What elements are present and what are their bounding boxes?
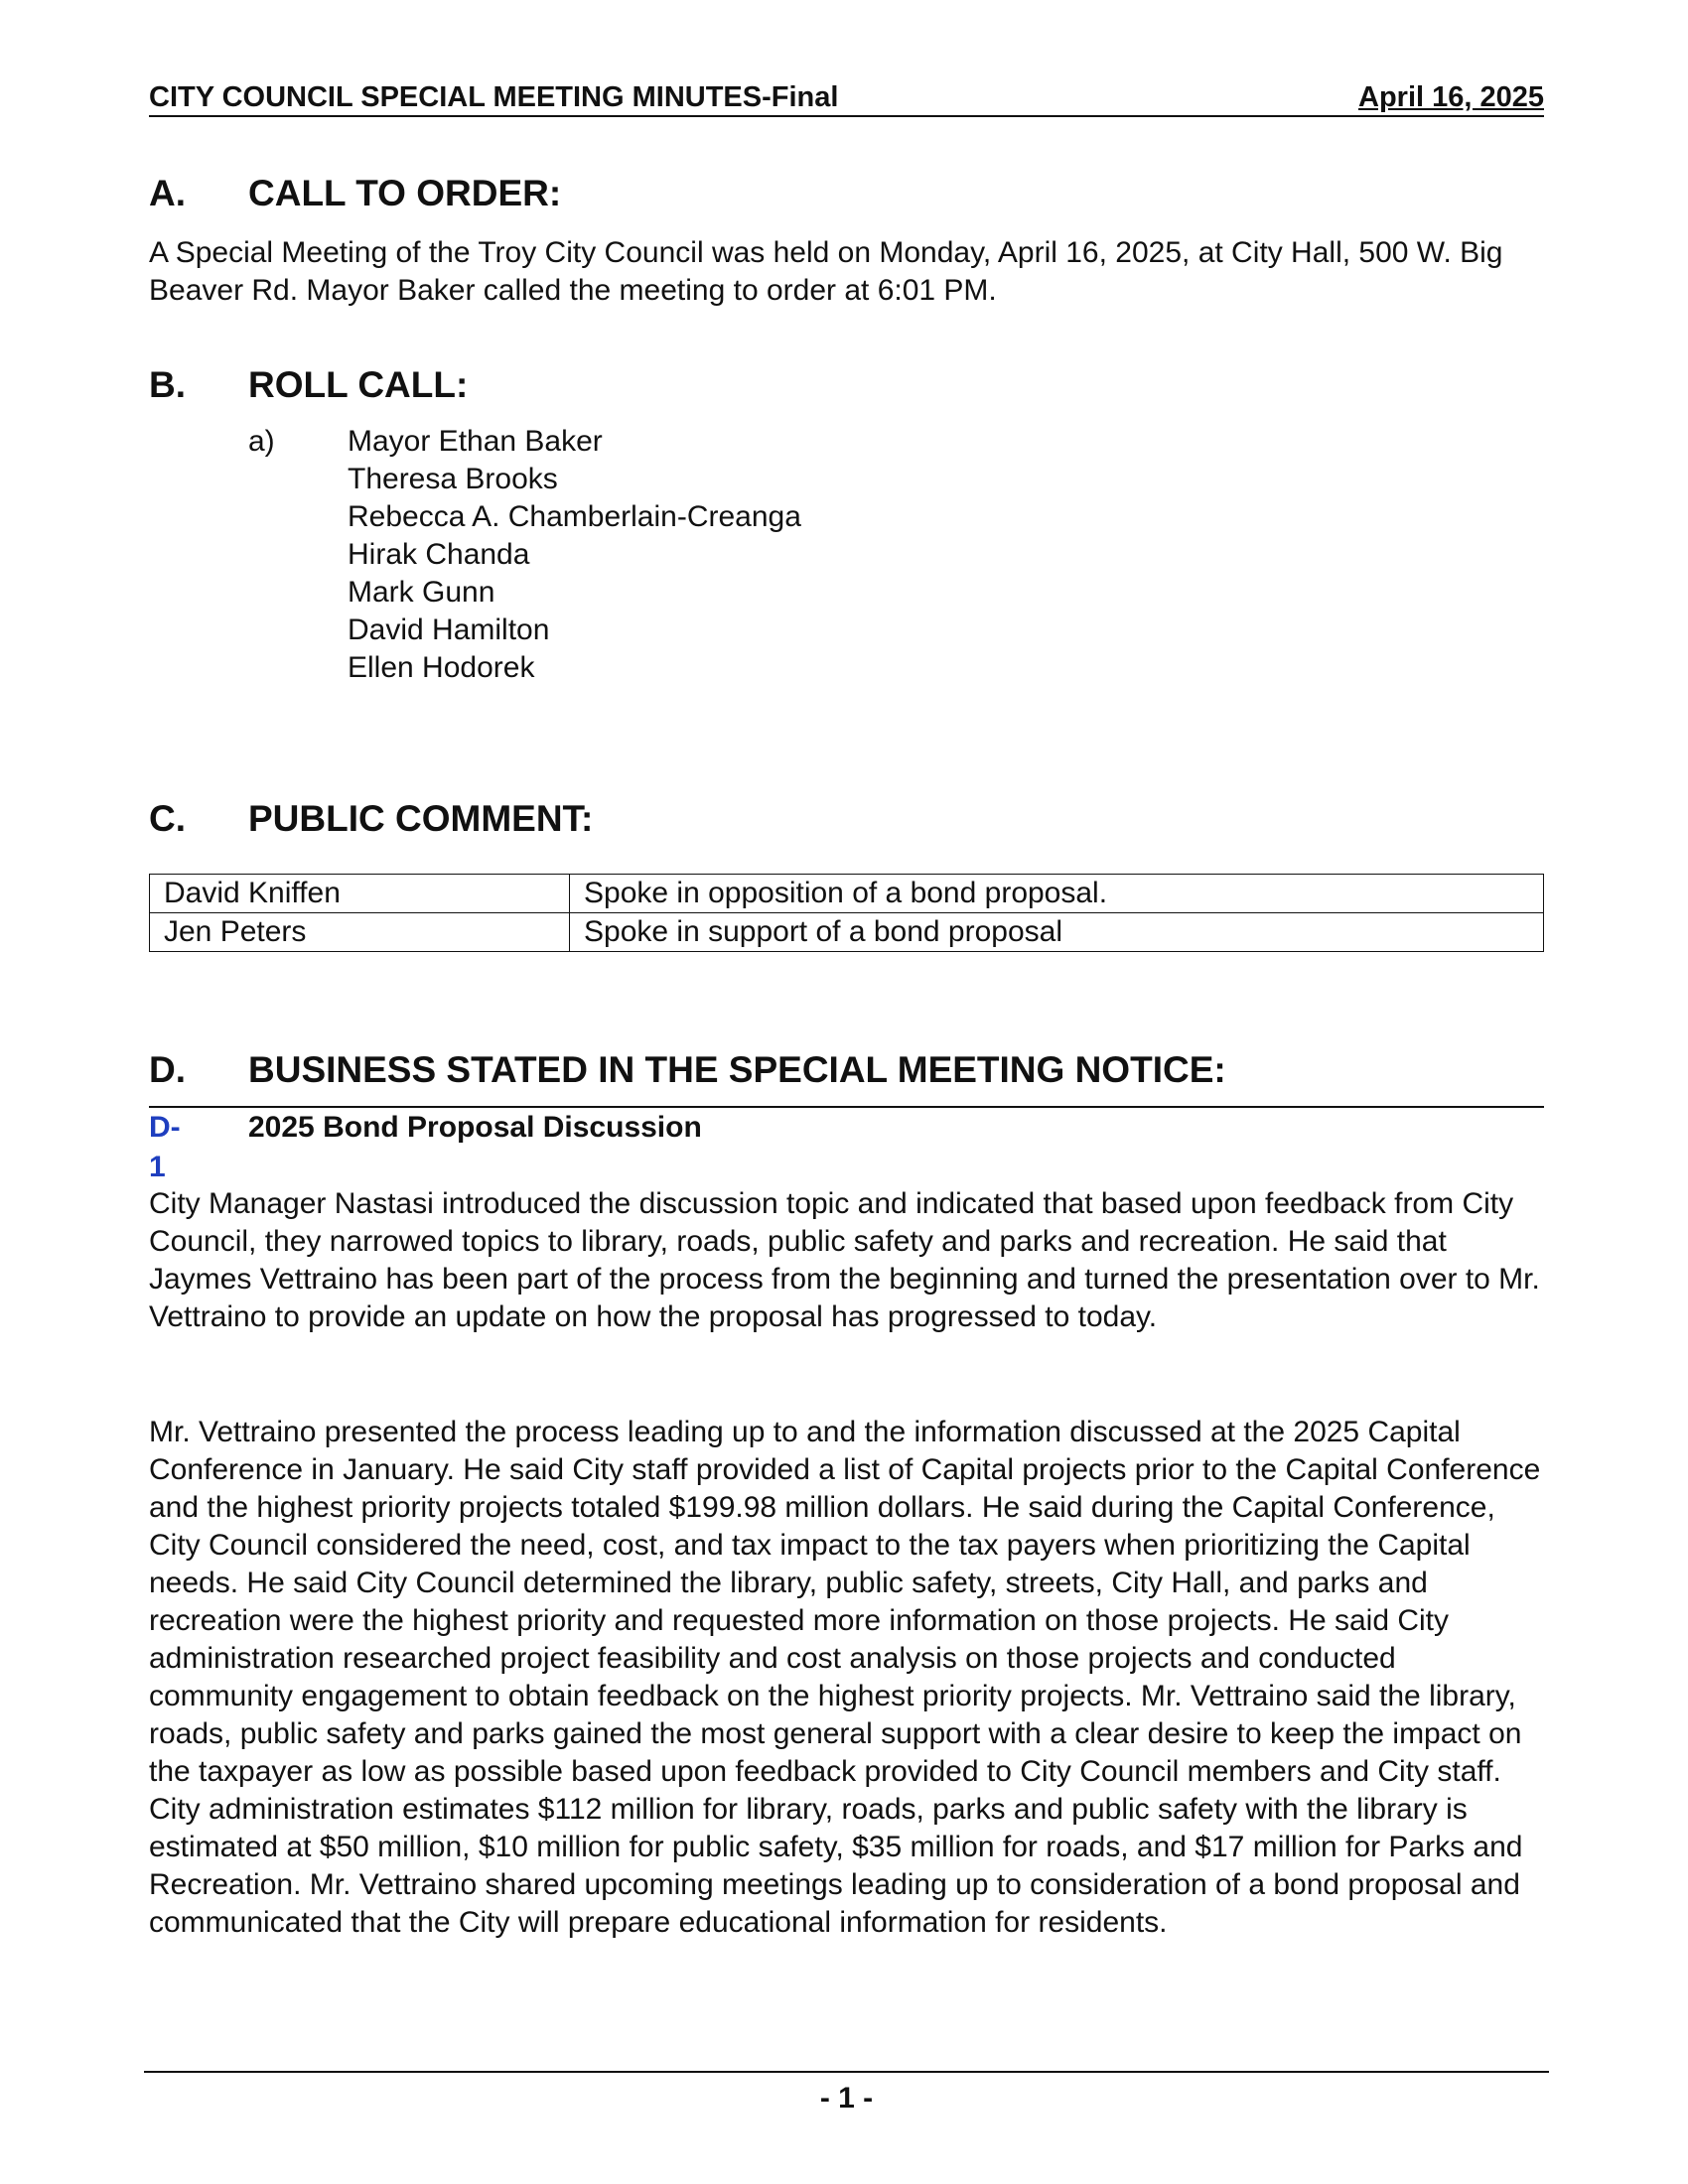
section-letter: A.: [149, 173, 186, 213]
discussion-paragraph: City Manager Nastasi introduced the discussion topic and indicated that based upon feedback from City Council, they narrowed topics to library, roads, public safety and parks and recreation. He said that Jaymes Vettraino has been part of the process from the beginning and turned the presentation over to Mr. Vettraino to provide an update on how the proposal has progressed to today.: [149, 1187, 1540, 1333]
section-letter: D.: [149, 1049, 186, 1090]
comment-summary: Spoke in support of a bond proposal: [570, 913, 1544, 952]
agenda-item-title: 2025 Bond Proposal Discussion: [248, 1111, 702, 1144]
roll-call-marker: a): [248, 425, 275, 458]
comment-summary: Spoke in opposition of a bond proposal.: [570, 875, 1544, 913]
member-name: Theresa Brooks: [348, 463, 558, 495]
commenter-name: Jen Peters: [150, 913, 570, 952]
agenda-item-code: D-1: [149, 1111, 181, 1183]
table-row: [150, 875, 1544, 913]
member-name: Mark Gunn: [348, 576, 495, 609]
commenter-name: David Kniffen: [150, 875, 570, 913]
call-to-order-text: A Special Meeting of the Troy City Council was held on Monday, April 16, 2025, at City Hall, 500 W. Big Beaver Rd. Mayor Baker called the meeting to order at 6:01 PM.: [149, 236, 1503, 307]
member-name: Rebecca A. Chamberlain-Creanga: [348, 500, 801, 533]
member-name: Ellen Hodorek: [348, 651, 535, 684]
member-name: Hirak Chanda: [348, 538, 530, 571]
member-name: Mayor Ethan Baker: [348, 425, 603, 458]
page-number: - 1 -: [819, 2082, 874, 2115]
section-letter: B.: [149, 364, 186, 405]
section-title: CALL TO ORDER:: [248, 173, 562, 213]
discussion-paragraph: Mr. Vettraino presented the process leading up to and the information discussed at the 2025 Capital Conference in January. He said City staff provided a list of Capital projects prior to the Capital Conference and the highest priority projects totaled $199.98 million dollars. He said during the Capital Conference, City Council considered the need, cost, and tax impact to the tax payers when prioritizing the Capital needs. He said City Council determined the library, public safety, streets, City Hall, and parks and recreation were the highest priority and requested more information on those projects. He said City administration researched project feasibility and cost analysis on those projects and conducted community engagement to obtain feedback on the highest priority projects. Mr. Vettraino said the library, roads, public safety and parks gained the most general support with a clear desire to keep the impact on the taxpayer as low as possible based upon feedback provided to City Council members and City staff. City administration estimates $112 million for library, roads, parks and public safety with the library is estimated at $50 million, $10 million for public safety, $35 million for roads, and $17 million for Parks and Recreation. Mr. Vettraino shared upcoming meetings leading up to consideration of a bond proposal and communicated that the City will prepare educational information for residents.: [149, 1416, 1541, 1939]
section-title: BUSINESS STATED IN THE SPECIAL MEETING NOTICE:: [248, 1049, 1226, 1090]
meeting-date: April 16, 2025: [1358, 81, 1544, 113]
footer-divider: [144, 2071, 1549, 2073]
section-letter: C.: [149, 798, 186, 839]
table-row: [150, 913, 1544, 952]
member-list: [348, 423, 801, 687]
public-comment-table: [149, 874, 1544, 952]
member-name: David Hamilton: [348, 614, 550, 646]
minutes-page: [149, 0, 1544, 2184]
document-title: CITY COUNCIL SPECIAL MEETING MINUTES-Final: [149, 81, 839, 113]
running-header: [149, 79, 1544, 117]
section-title: ROLL CALL:: [248, 364, 469, 405]
section-title: PUBLIC COMMENT:: [248, 798, 594, 839]
